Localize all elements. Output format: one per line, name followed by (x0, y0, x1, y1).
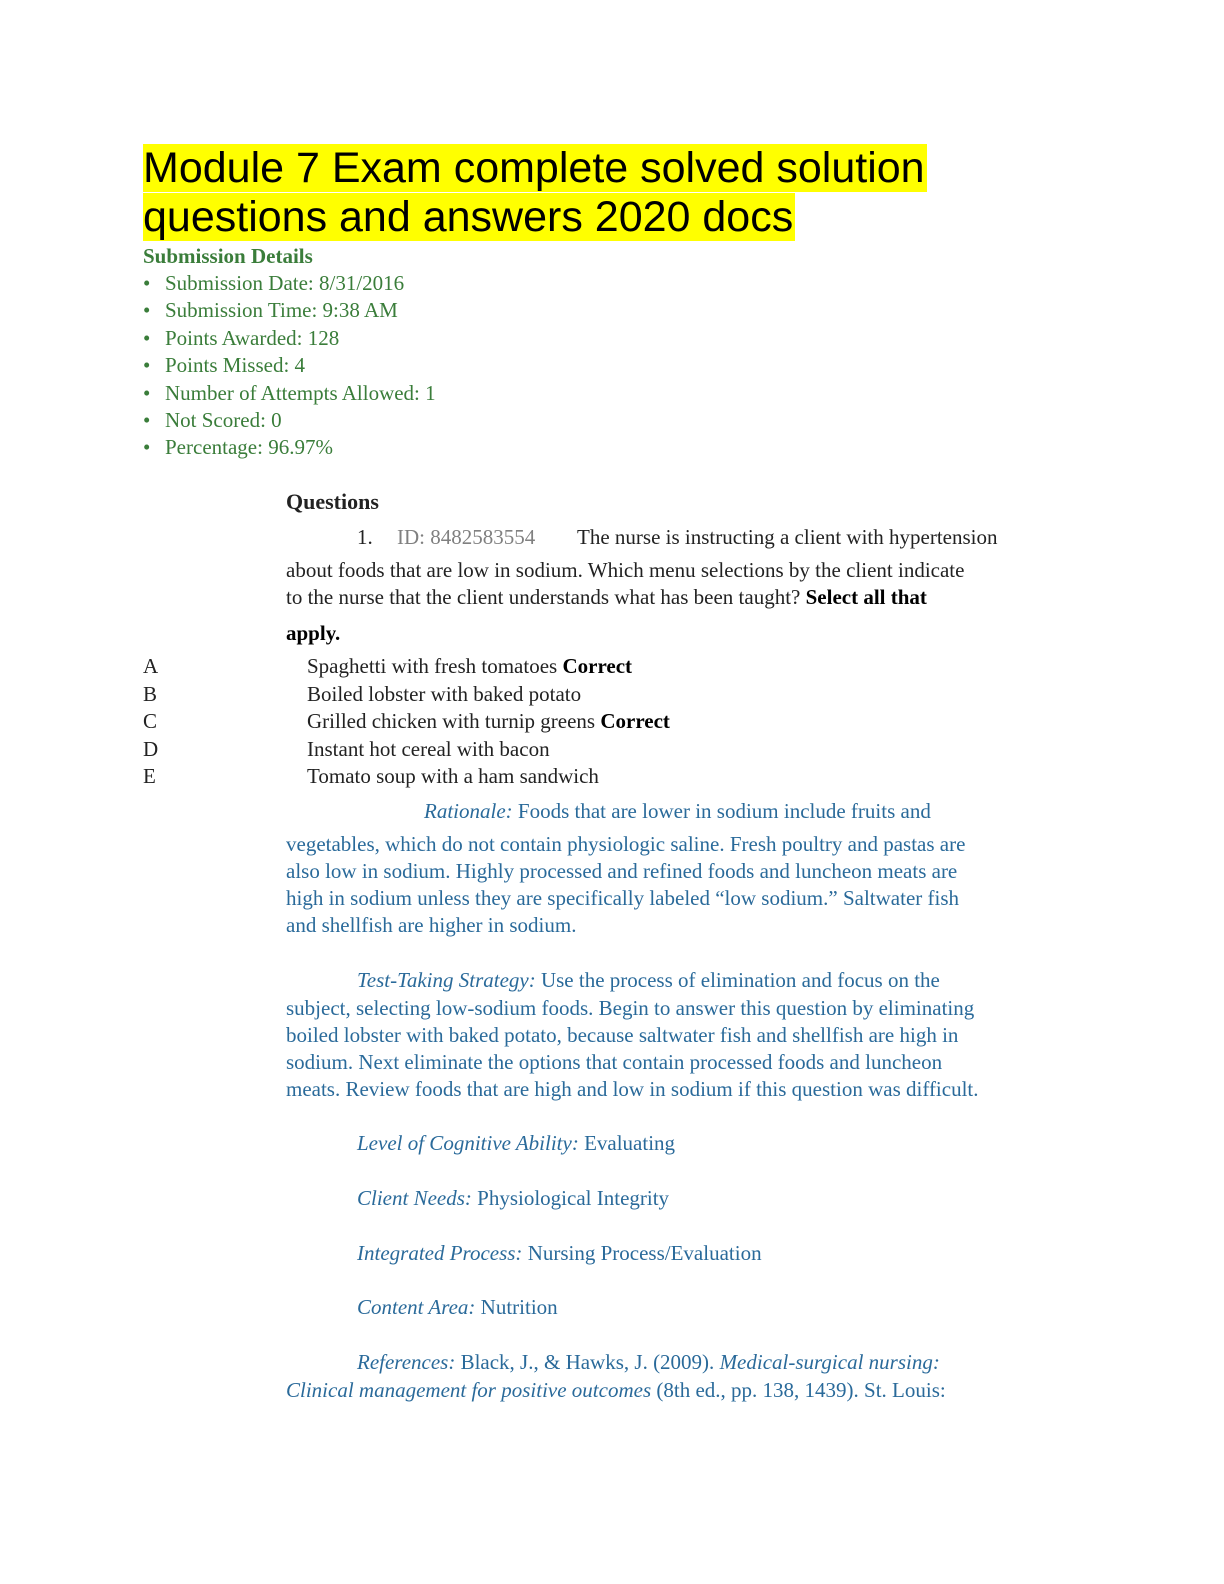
list-item: • Not Scored: 0 (143, 408, 282, 433)
document-title-line-1: Module 7 Exam complete solved solution (143, 144, 925, 192)
question-id: ID: 8482583554 (397, 525, 536, 549)
list-item: • Submission Time: 9:38 AM (143, 298, 398, 323)
list-item: • Percentage: 96.97% (143, 435, 333, 460)
content-area: Content Area: Nutrition (357, 1295, 558, 1319)
integrated-process: Integrated Process: Nursing Process/Evaluation (357, 1241, 762, 1265)
option-e: Tomato soup with a ham sandwich (307, 764, 599, 788)
question-number: 1. (357, 525, 373, 549)
rationale-label: Rationale: (424, 799, 513, 823)
strategy-line-2: subject, selecting low-sodium foods. Begin to answer this question by eliminating (286, 996, 975, 1020)
option-c: Grilled chicken with turnip greens Correct (307, 709, 670, 733)
references-line-1: References: Black, J., & Hawks, J. (2009). Medical-surgical nursing: (357, 1350, 940, 1374)
list-item: • Points Missed: 4 (143, 353, 306, 378)
submission-details-heading: Submission Details (143, 244, 313, 268)
option-letter-a: A (143, 654, 159, 678)
question-text-line-4: apply. (286, 621, 341, 645)
correct-label: Correct (562, 654, 633, 678)
strategy-line-4: sodium. Next eliminate the options that contain processed foods and luncheon (286, 1050, 943, 1074)
strategy-label: Test-Taking Strategy: (357, 968, 536, 992)
strategy-line-1: Test-Taking Strategy: Use the process of elimination and focus on the (357, 968, 940, 992)
references-line-2: Clinical management for positive outcomes (8th ed., pp. 138, 1439). St. Louis: (286, 1378, 946, 1402)
strategy-line-3: boiled lobster with baked potato, because saltwater fish and shellfish are high in (286, 1023, 959, 1047)
strategy-line-5: meats. Review foods that are high and low in sodium if this question was difficult. (286, 1077, 979, 1101)
document-title-line-2: questions and answers 2020 docs (143, 193, 794, 241)
option-d: Instant hot cereal with bacon (307, 737, 550, 761)
option-letter-d: D (143, 737, 159, 761)
rationale-line-2: vegetables, which do not contain physiologic saline. Fresh poultry and pastas are (286, 832, 966, 856)
rationale-line-3: also low in sodium. Highly processed and refined foods and luncheon meats are (286, 859, 958, 883)
list-item: • Submission Date: 8/31/2016 (143, 271, 405, 295)
correct-label: Correct (600, 709, 670, 733)
client-needs: Client Needs: Physiological Integrity (357, 1186, 670, 1210)
question-text-line-1: The nurse is instructing a client with hypertension (577, 525, 998, 549)
submission-details-list (143, 270, 436, 462)
questions-heading: Questions (286, 489, 379, 514)
option-letter-c: C (143, 709, 158, 733)
question-text-line-3: to the nurse that the client understands what has been taught? Select all that (286, 585, 927, 609)
rationale-line-1: Rationale: Foods that are lower in sodium include fruits and (424, 799, 931, 823)
option-a: Spaghetti with fresh tomatoes Correct (307, 654, 633, 678)
rationale-line-4: high in sodium unless they are specifically labeled “low sodium.” Saltwater fish (286, 886, 960, 910)
cognitive-ability: Level of Cognitive Ability: Evaluating (357, 1131, 676, 1155)
list-item: • Number of Attempts Allowed: 1 (143, 380, 436, 405)
option-letter-e: E (143, 764, 156, 788)
question-text-line-2: about foods that are low in sodium. Which menu selections by the client indicate (286, 558, 965, 582)
list-item: • Points Awarded: 128 (143, 325, 340, 350)
option-letter-b: B (143, 682, 158, 706)
rationale-line-5: and shellfish are higher in sodium. (286, 913, 577, 937)
option-b: Boiled lobster with baked potato (307, 682, 582, 706)
